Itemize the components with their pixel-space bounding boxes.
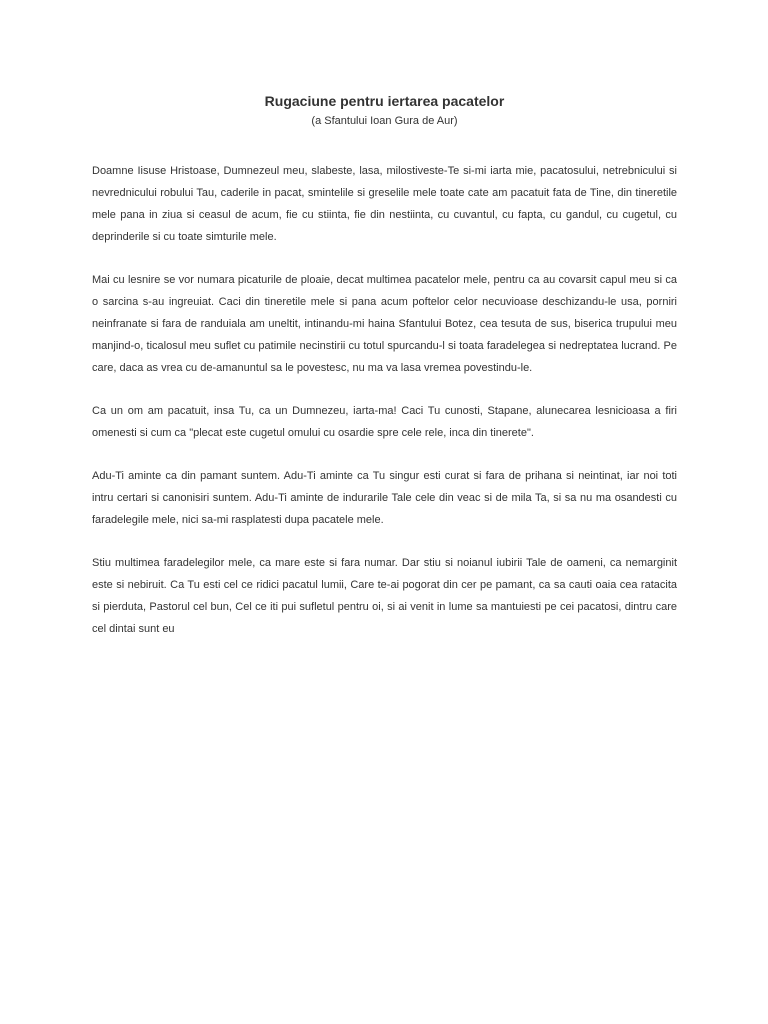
document-subtitle: (a Sfantului Ioan Gura de Aur) bbox=[311, 115, 458, 127]
paragraph-1: Doamne Iisuse Hristoase, Dumnezeul meu, slabeste, lasa, milostiveste-Te si-mi iarta mie, pacatosului, netrebnicului si nevrednicului robului Tau, caderile in pacat, smintelile si greselile mele toate cate am pacatuit fata de Tine, din tineretile mele pana in ziua si ceasul de acum, fie cu stiinta, fie din nestiinta, cu cuvantul, cu fapta, cu gandul, cu cugetul, cu deprinderile si cu toate simturile mele. bbox=[92, 165, 677, 243]
paragraph-2: Mai cu lesnire se vor numara picaturile de ploaie, decat multimea pacatelor mele, pentru ca au covarsit capul meu si ca o sarcina s-au ingreuiat. Caci din tineretile mele si pana acum poftelor celor necuvioase deschizandu-le usa, porniri neinfranate si fara de randuiala am uneltit, intinandu-mi haina Sfantului Botez, cea tesuta de sus, biserica trupului meu manjind-o, ticalosul meu suflet cu patimile necinstirii cu totul spurcandu-l si toata faradelegea si nedreptatea lucrand. Pe care, daca as vrea cu de-amanuntul sa le povestesc, nu ma va lasa vremea povestindu-le. bbox=[92, 274, 677, 374]
paragraph-4: Adu-Ti aminte ca din pamant suntem. Adu-Ti aminte ca Tu singur esti curat si fara de prihana si neintinat, iar noi toti intru certari si canonisiri suntem. Adu-Ti aminte de indurarile Tale cele din veac si de mila Ta, si sa nu ma osandesti cu faradelegile mele, nici sa-mi rasplatesti dupa pacatele mele. bbox=[92, 470, 677, 526]
document-body bbox=[92, 92, 677, 640]
document-title: Rugaciune pentru iertarea pacatelor bbox=[264, 93, 505, 109]
paragraph-5: Stiu multimea faradelegilor mele, ca mare este si fara numar. Dar stiu si noianul iubirii Tale de oameni, ca nemarginit este si nebiruit. Ca Tu esti cel ce ridici pacatul lumii, Care te-ai pogorat din cer pe pamant, ca sa cauti oaia cea ratacita si pierduta, Pastorul cel bun, Cel ce iti pui sufletul pentru oi, si ai venit in lume sa mantuiesti pe cei pacatosi, dintru care cel dintai sunt eu bbox=[92, 557, 677, 635]
paragraph-3: Ca un om am pacatuit, insa Tu, ca un Dumnezeu, iarta-ma! Caci Tu cunosti, Stapane, alunecarea lesnicioasa a firi omenesti si cum ca "plecat este cugetul omului cu osardie spre cele rele, inca din tinerete". bbox=[92, 405, 677, 439]
